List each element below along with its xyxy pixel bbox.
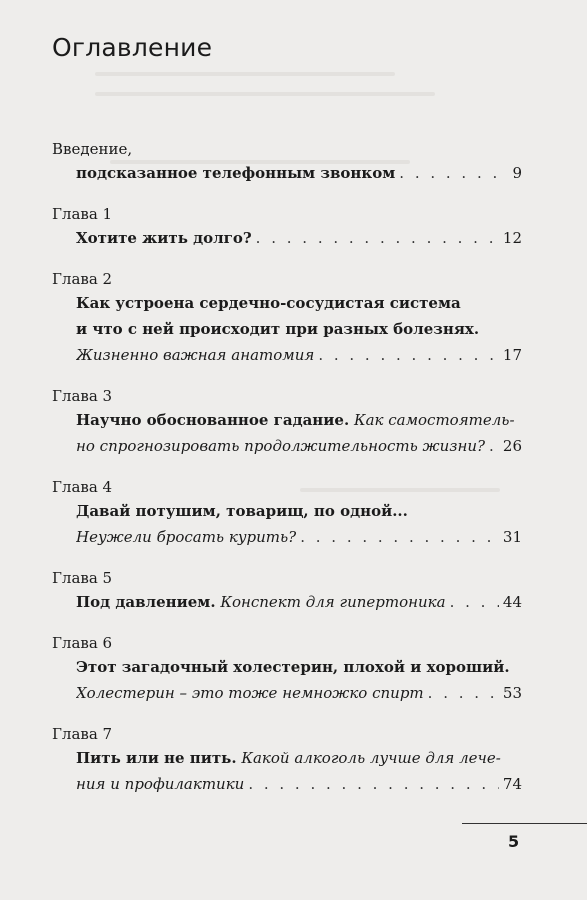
dot-leader [248, 771, 499, 797]
toc-line [76, 407, 522, 433]
dot-leader [318, 342, 499, 368]
footer-rule [462, 823, 587, 824]
chapter-subtitle-italic: Жизненно важная анатомия [76, 346, 315, 364]
chapter-subtitle-italic: ния и профилактики [76, 775, 245, 793]
chapter-title-bold: Хотите жить долго? [76, 229, 252, 247]
chapter-title-block [52, 589, 522, 615]
chapter-title-block [52, 407, 522, 459]
toc-line [76, 524, 522, 550]
page-ref: 44 [502, 593, 522, 611]
toc-entries [52, 138, 522, 814]
toc-entry [52, 567, 522, 615]
page-ref: 74 [502, 775, 522, 793]
chapter-title-block [52, 745, 522, 797]
chapter-title-block [52, 225, 522, 251]
chapter-title-bold: Пить или не пить. [76, 749, 237, 767]
toc-line [76, 745, 522, 771]
toc-line [76, 589, 522, 615]
chapter-subtitle-italic: Как самостоятель- [349, 411, 515, 429]
chapter-title-bold: Как устроена сердечно-сосудистая система [76, 294, 461, 312]
bleed-through-mark [95, 72, 395, 76]
chapter-subtitle-italic: Холестерин – это тоже немножко спирт [76, 684, 424, 702]
page-number: 5 [508, 832, 520, 851]
toc-line [76, 225, 522, 251]
chapter-subtitle-italic: Какой алкоголь лучше для лече- [236, 749, 501, 767]
chapter-title-block [52, 654, 522, 706]
toc-title: Оглавление [52, 33, 213, 62]
toc-line [76, 498, 522, 524]
chapter-label: Глава 7 [52, 725, 113, 743]
chapter-title-bold: и что с ней происходит при разных болезнях. [76, 320, 480, 338]
chapter-title-bold: Этот загадочный холестерин, плохой и хороший. [76, 658, 510, 676]
chapter-title-bold: подсказанное телефонным звонком [76, 164, 396, 182]
page-ref: 31 [502, 528, 522, 546]
dot-leader [428, 680, 499, 706]
bleed-through-mark [95, 92, 435, 96]
dot-leader [399, 160, 508, 186]
toc-entry [52, 476, 522, 550]
dot-leader [256, 225, 499, 251]
page-ref: 53 [502, 684, 522, 702]
dot-leader [300, 524, 499, 550]
toc-entry [52, 138, 522, 186]
toc-line [76, 433, 522, 459]
toc-line [76, 680, 522, 706]
chapter-title-bold: Научно обоснованное гадание. [76, 411, 350, 429]
toc-line [76, 290, 522, 316]
chapter-label: Глава 2 [52, 270, 113, 288]
toc-entry [52, 203, 522, 251]
chapter-title-text [76, 771, 244, 797]
page-ref: 12 [502, 229, 522, 247]
chapter-label: Глава 4 [52, 478, 113, 496]
chapter-title-text [76, 433, 485, 459]
toc-line [76, 771, 522, 797]
chapter-subtitle-italic: Конспект для гипертоника [215, 593, 446, 611]
page-ref: 9 [512, 164, 522, 182]
chapter-title-text [76, 411, 515, 429]
chapter-title-bold: Под давлением. [76, 593, 216, 611]
chapter-label: Введение, [52, 140, 133, 158]
chapter-label: Глава 5 [52, 569, 113, 587]
dot-leader [489, 433, 499, 459]
page-ref: 17 [502, 346, 522, 364]
toc-entry [52, 268, 522, 368]
chapter-title-text [76, 680, 424, 706]
toc-line [76, 316, 522, 342]
page-ref: 26 [502, 437, 522, 455]
chapter-label: Глава 1 [52, 205, 113, 223]
toc-entry [52, 632, 522, 706]
chapter-title-block [52, 498, 522, 550]
chapter-title-text [76, 524, 296, 550]
chapter-title-text [76, 294, 461, 312]
chapter-title-text [76, 160, 395, 186]
toc-line [76, 160, 522, 186]
dot-leader [450, 589, 499, 615]
chapter-title-text [76, 589, 446, 615]
chapter-title-text [76, 225, 252, 251]
chapter-title-text [76, 502, 408, 520]
chapter-title-text [76, 320, 479, 338]
chapter-title-text [76, 749, 501, 767]
chapter-title-block [52, 290, 522, 368]
chapter-title-block [52, 160, 522, 186]
toc-line [76, 654, 522, 680]
toc-entry [52, 385, 522, 459]
chapter-title-text [76, 342, 314, 368]
toc-entry [52, 723, 522, 797]
chapter-label: Глава 6 [52, 634, 113, 652]
chapter-subtitle-italic: Неужели бросать курить? [76, 528, 297, 546]
chapter-title-bold: Давай потушим, товарищ, по одной... [76, 502, 408, 520]
chapter-subtitle-italic: но спрогнозировать продолжительность жизни? [76, 437, 486, 455]
chapter-label: Глава 3 [52, 387, 113, 405]
toc-line [76, 342, 522, 368]
chapter-title-text [76, 658, 510, 676]
